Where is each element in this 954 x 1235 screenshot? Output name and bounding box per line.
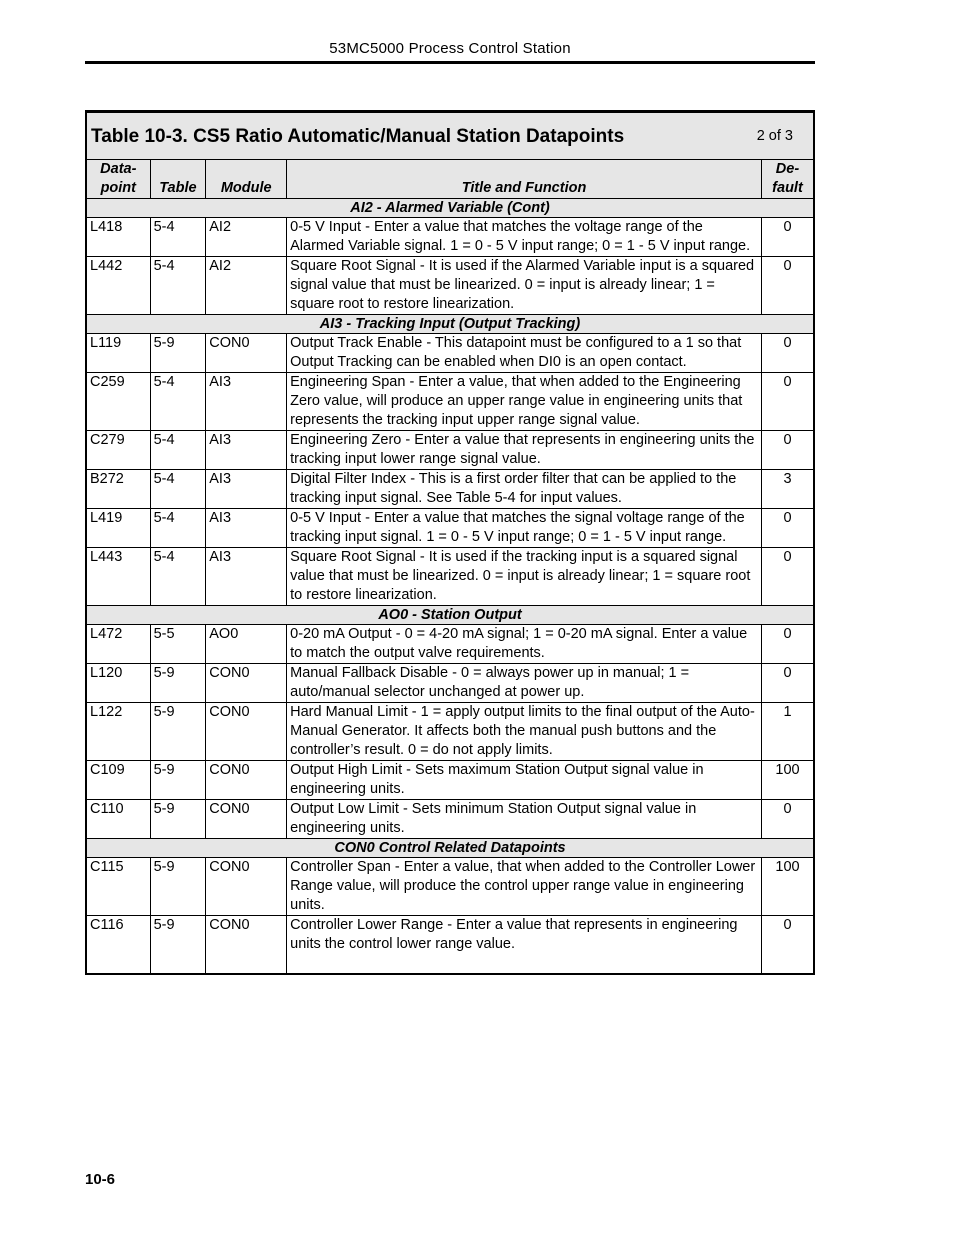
cell-datapoint: L119 [86, 334, 150, 373]
cell-title-function: Square Root Signal - It is used if the Alarmed Variable input is a squared signal value that must be linearized. 0 = input is already linear; 1 = square root to restore linearization. [287, 257, 762, 315]
cell-default: 0 [761, 625, 814, 664]
section-heading: AI2 - Alarmed Variable (Cont) [86, 199, 814, 218]
table-row [86, 373, 814, 431]
cell-title-function: Hard Manual Limit - 1 = apply output limits to the final output of the Auto-Manual Generator. It affects both the manual push buttons and the controller’s result. 0 = do not apply limits. [287, 703, 762, 761]
cell-module: AI3 [206, 509, 287, 548]
cell-datapoint: C116 [86, 916, 150, 975]
cell-module: CON0 [206, 916, 287, 975]
table-row [86, 858, 814, 916]
table-row [86, 509, 814, 548]
cell-table-ref: 5-4 [150, 257, 206, 315]
cell-table-ref: 5-9 [150, 334, 206, 373]
header-module: Module [206, 160, 287, 199]
cell-default: 0 [761, 334, 814, 373]
cell-title-function: Controller Lower Range - Enter a value that represents in engineering units the control lower range value. [287, 916, 762, 975]
cell-table-ref: 5-4 [150, 218, 206, 257]
table-row [86, 334, 814, 373]
running-head: 53MC5000 Process Control Station [329, 40, 571, 57]
cell-title-function: Square Root Signal - It is used if the tracking input is a squared signal value that must be linearized. 0 = input is already linear; 1 = square root to restore linearization. [287, 548, 762, 606]
cell-default: 0 [761, 509, 814, 548]
cell-title-function: Engineering Zero - Enter a value that represents in engineering units the tracking input lower range signal value. [287, 431, 762, 470]
cell-datapoint: L418 [86, 218, 150, 257]
cell-default: 0 [761, 548, 814, 606]
cell-table-ref: 5-9 [150, 703, 206, 761]
header-datapoint-line2: point [100, 180, 136, 196]
cell-default: 0 [761, 800, 814, 839]
header-title-function: Title and Function [287, 160, 762, 199]
cell-datapoint: C109 [86, 761, 150, 800]
cell-module: AO0 [206, 625, 287, 664]
section-heading-row [86, 199, 814, 218]
cell-title-function: Engineering Span - Enter a value, that when added to the Engineering Zero value, will produce an upper range value in engineering units that represents the tracking input upper range signal value. [287, 373, 762, 431]
header-datapoint [86, 160, 150, 199]
cell-module: AI3 [206, 470, 287, 509]
cell-module: AI2 [206, 257, 287, 315]
cell-title-function: Output Low Limit - Sets minimum Station Output signal value in engineering units. [287, 800, 762, 839]
cell-default: 0 [761, 431, 814, 470]
datapoints-table [85, 110, 815, 975]
cell-module: CON0 [206, 664, 287, 703]
section-heading: AI3 - Tracking Input (Output Tracking) [86, 315, 814, 334]
cell-default: 0 [761, 664, 814, 703]
header-rule [85, 61, 815, 64]
table-title-row [86, 112, 814, 160]
section-heading: AO0 - Station Output [86, 606, 814, 625]
cell-title-function: Output Track Enable - This datapoint must be configured to a 1 so that Output Tracking can be enabled when DI0 is an open contact. [287, 334, 762, 373]
cell-table-ref: 5-9 [150, 858, 206, 916]
cell-title-function: Controller Span - Enter a value, that when added to the Controller Lower Range value, will produce the control upper range value in engineering units. [287, 858, 762, 916]
cell-table-ref: 5-4 [150, 470, 206, 509]
cell-title-function: Output High Limit - Sets maximum Station Output signal value in engineering units. [287, 761, 762, 800]
section-heading-row [86, 839, 814, 858]
page-number: 10-6 [85, 1171, 116, 1188]
cell-datapoint: C115 [86, 858, 150, 916]
cell-default: 3 [761, 470, 814, 509]
cell-default: 100 [761, 761, 814, 800]
cell-title-function: 0-20 mA Output - 0 = 4-20 mA signal; 1 = 0-20 mA signal. Enter a value to match the output valve requirements. [287, 625, 762, 664]
cell-table-ref: 5-4 [150, 373, 206, 431]
table-row [86, 916, 814, 975]
table-row [86, 625, 814, 664]
cell-title-function: 0-5 V Input - Enter a value that matches the signal voltage range of the tracking input signal. 1 = 0 - 5 V input range; 0 = 1 - 5 V input range. [287, 509, 762, 548]
cell-default: 0 [761, 257, 814, 315]
table-row [86, 800, 814, 839]
cell-datapoint: C110 [86, 800, 150, 839]
cell-table-ref: 5-4 [150, 509, 206, 548]
table-row [86, 664, 814, 703]
cell-module: AI3 [206, 548, 287, 606]
cell-module: AI3 [206, 431, 287, 470]
header-default [761, 160, 814, 199]
section-heading: CON0 Control Related Datapoints [86, 839, 814, 858]
table-row [86, 548, 814, 606]
table-row [86, 761, 814, 800]
cell-datapoint: C259 [86, 373, 150, 431]
cell-table-ref: 5-9 [150, 761, 206, 800]
cell-table-ref: 5-4 [150, 431, 206, 470]
table-row [86, 470, 814, 509]
cell-table-ref: 5-4 [150, 548, 206, 606]
cell-table-ref: 5-5 [150, 625, 206, 664]
cell-module: AI3 [206, 373, 287, 431]
column-header-row [86, 160, 814, 199]
table-row [86, 218, 814, 257]
cell-datapoint: L419 [86, 509, 150, 548]
header-default-line2: fault [772, 180, 803, 196]
table-title: Table 10-3. CS5 Ratio Automatic/Manual Station Datapoints [91, 125, 625, 147]
header-table: Table [150, 160, 206, 199]
cell-datapoint: L443 [86, 548, 150, 606]
table-page-of: 2 of 3 [756, 127, 793, 144]
cell-table-ref: 5-9 [150, 664, 206, 703]
table-row [86, 431, 814, 470]
cell-table-ref: 5-9 [150, 916, 206, 975]
cell-default: 1 [761, 703, 814, 761]
cell-module: CON0 [206, 334, 287, 373]
cell-module: AI2 [206, 218, 287, 257]
cell-table-ref: 5-9 [150, 800, 206, 839]
cell-datapoint: L120 [86, 664, 150, 703]
table-row [86, 257, 814, 315]
cell-title-function: Digital Filter Index - This is a first order filter that can be applied to the tracking input signal. See Table 5-4 for input values. [287, 470, 762, 509]
header-datapoint-line1: Data- [100, 161, 137, 177]
section-heading-row [86, 606, 814, 625]
cell-title-function: 0-5 V Input - Enter a value that matches the voltage range of the Alarmed Variable signal. 1 = 0 - 5 V input range; 0 = 1 - 5 V input range. [287, 218, 762, 257]
cell-default: 0 [761, 373, 814, 431]
cell-datapoint: L122 [86, 703, 150, 761]
cell-module: CON0 [206, 800, 287, 839]
cell-default: 100 [761, 858, 814, 916]
section-heading-row [86, 315, 814, 334]
table-row [86, 703, 814, 761]
cell-module: CON0 [206, 761, 287, 800]
cell-datapoint: B272 [86, 470, 150, 509]
cell-datapoint: C279 [86, 431, 150, 470]
cell-default: 0 [761, 916, 814, 975]
cell-module: CON0 [206, 858, 287, 916]
cell-module: CON0 [206, 703, 287, 761]
cell-datapoint: L472 [86, 625, 150, 664]
cell-title-function: Manual Fallback Disable - 0 = always power up in manual; 1 = auto/manual selector unchanged at power up. [287, 664, 762, 703]
header-default-line1: De- [775, 161, 800, 177]
cell-default: 0 [761, 218, 814, 257]
cell-datapoint: L442 [86, 257, 150, 315]
